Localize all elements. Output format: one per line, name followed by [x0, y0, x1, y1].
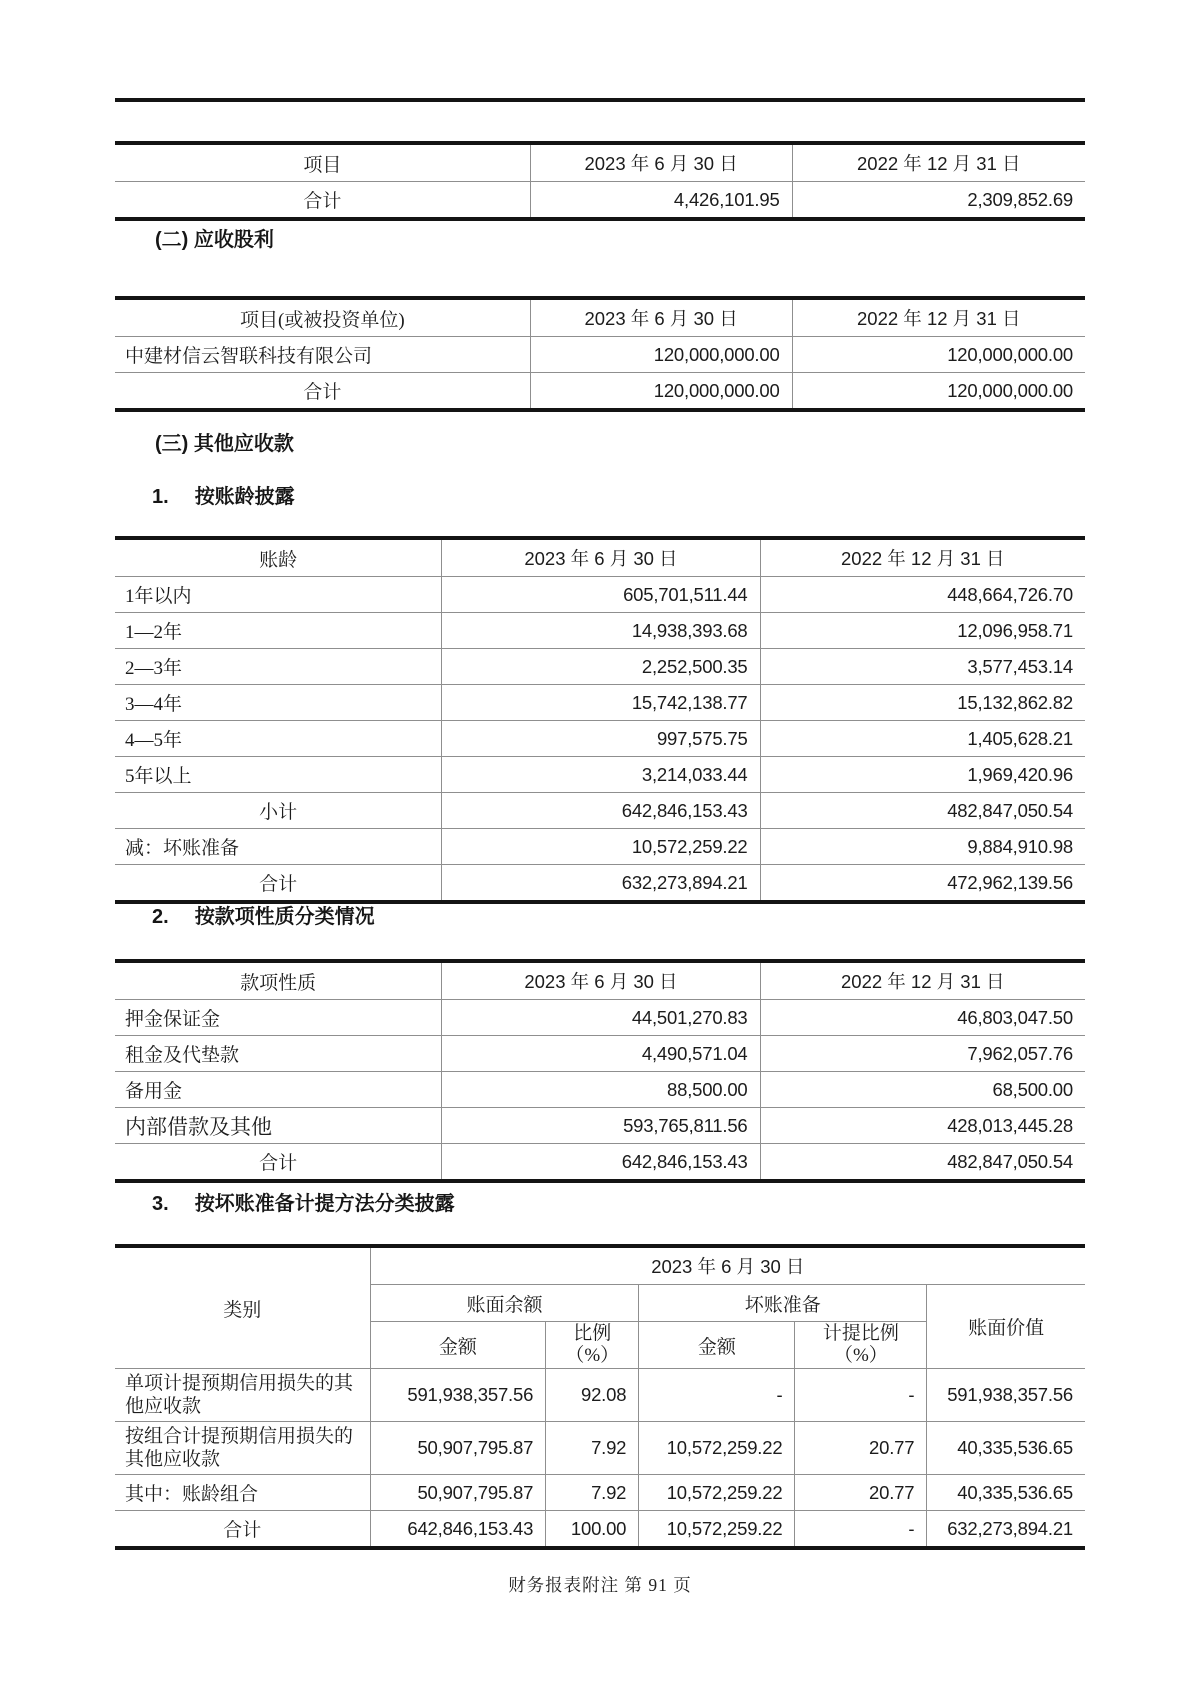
row-label: 5年以上	[115, 757, 442, 793]
value-2022: 15,132,862.82	[760, 685, 1085, 721]
subsection-number: 1.	[152, 486, 169, 508]
table-total-row	[115, 373, 1085, 411]
subsection-heading-nature	[115, 903, 1085, 931]
table-row	[115, 1369, 1085, 1422]
value-2023: 605,701,511.44	[442, 577, 760, 613]
value-2022: 46,803,047.50	[760, 1000, 1085, 1036]
table-total-row	[115, 1511, 1085, 1549]
value-2023: 632,273,894.21	[442, 865, 760, 903]
section-heading-text: (三) 其他应收款	[155, 433, 294, 455]
value-book-value: 632,273,894.21	[927, 1511, 1085, 1549]
value-bad-debt-amount: 10,572,259.22	[639, 1422, 795, 1475]
table-header-row	[115, 961, 1085, 1000]
table-row	[115, 1000, 1085, 1036]
table-row	[115, 1036, 1085, 1072]
row-label: 1年以内	[115, 577, 442, 613]
table-header-row-1	[115, 1246, 1085, 1285]
header-bad-debt-provision: 坏账准备	[639, 1285, 927, 1322]
subsection-title: 按账龄披露	[194, 486, 295, 508]
value-bad-debt-amount: 10,572,259.22	[639, 1475, 795, 1511]
value-2023: 997,575.75	[442, 721, 760, 757]
table-total-row	[115, 865, 1085, 903]
value-2022: 120,000,000.00	[792, 337, 1085, 373]
section-heading-dividends	[115, 226, 1085, 254]
value-2022: 472,962,139.56	[760, 865, 1085, 903]
value-2023: 14,938,393.68	[442, 613, 760, 649]
header-item: 项目	[303, 154, 342, 176]
value-2022: 68,500.00	[760, 1072, 1085, 1108]
subsection-heading-method	[115, 1190, 1085, 1218]
value-2022: 7,962,057.76	[760, 1036, 1085, 1072]
table-header-row	[115, 298, 1085, 337]
value-2023: 4,490,571.04	[442, 1036, 760, 1072]
header-item-or-investee: 项目(或被投资单位)	[240, 309, 405, 331]
header-date-2023: 2023 年 6 月 30 日	[442, 961, 760, 1000]
value-book-value: 591,938,357.56	[927, 1369, 1085, 1422]
page-footer: 财务报表附注 第 91 页	[508, 1575, 692, 1595]
value-2023: 642,846,153.43	[442, 1144, 760, 1182]
table-row	[115, 577, 1085, 613]
header-date-2023: 2023 年 6 月 30 日	[530, 143, 792, 182]
value-2022: 12,096,958.71	[760, 613, 1085, 649]
row-label: 按组合计提预期信用损失的其他应收款	[115, 1422, 370, 1475]
row-label: 4—5年	[115, 721, 442, 757]
value-2023: 88,500.00	[442, 1072, 760, 1108]
value-provision-ratio: 20.77	[795, 1475, 927, 1511]
header-amount: 金额	[370, 1322, 546, 1369]
section-heading-text: (二) 应收股利	[155, 229, 274, 251]
row-label: 小计	[115, 793, 442, 829]
row-label: 合计	[115, 865, 442, 903]
value-2023: 15,742,138.77	[442, 685, 760, 721]
value-2022: 1,405,628.21	[760, 721, 1085, 757]
header-date-2022: 2022 年 12 月 31 日	[760, 538, 1085, 577]
value-2022: 482,847,050.54	[760, 793, 1085, 829]
value-2023: 10,572,259.22	[442, 829, 760, 865]
header-ratio-line2: （%）	[565, 1345, 620, 1366]
header-book-value: 账面价值	[927, 1285, 1085, 1369]
row-label: 内部借款及其他	[115, 1108, 442, 1144]
table-row	[115, 613, 1085, 649]
value-2023: 3,214,033.44	[442, 757, 760, 793]
header-provision-ratio-line2: （%）	[833, 1345, 888, 1366]
value-amount: 50,907,795.87	[370, 1422, 546, 1475]
value-2023: 4,426,101.95	[530, 182, 792, 220]
subsection-title: 按坏账准备计提方法分类披露	[194, 1193, 455, 1215]
value-book-value: 40,335,536.65	[927, 1475, 1085, 1511]
value-2022: 1,969,420.96	[760, 757, 1085, 793]
row-label: 1—2年	[115, 613, 442, 649]
row-label: 合计	[115, 182, 530, 220]
table-row	[115, 337, 1085, 373]
row-label: 押金保证金	[115, 1000, 442, 1036]
table-bad-debt-method	[115, 1244, 1085, 1550]
table-row	[115, 721, 1085, 757]
table-row	[115, 1072, 1085, 1108]
header-book-balance: 账面余额	[370, 1285, 639, 1322]
table-continued-total-grid	[115, 141, 1085, 221]
row-label: 合计	[115, 1144, 442, 1182]
value-provision-ratio: 20.77	[795, 1422, 927, 1475]
table-row	[115, 1475, 1085, 1511]
value-2022: 120,000,000.00	[792, 373, 1085, 411]
value-bad-debt-amount: -	[639, 1369, 795, 1422]
table-header-row	[115, 143, 1085, 182]
value-2022: 482,847,050.54	[760, 1144, 1085, 1182]
value-2022: 428,013,445.28	[760, 1108, 1085, 1144]
row-label: 备用金	[115, 1072, 442, 1108]
table-dividends-receivable	[115, 296, 1085, 412]
row-label: 2—3年	[115, 649, 442, 685]
table-subtotal-row	[115, 793, 1085, 829]
table-row	[115, 757, 1085, 793]
table-row	[115, 182, 1085, 220]
value-amount: 591,938,357.56	[370, 1369, 546, 1422]
row-label: 减：坏账准备	[115, 829, 442, 865]
table-method-grid	[115, 1244, 1085, 1550]
row-label: 合计	[115, 1511, 370, 1549]
row-label: 合计	[115, 373, 530, 411]
page-header-rule	[115, 98, 1085, 102]
table-header-row	[115, 538, 1085, 577]
value-amount: 642,846,153.43	[370, 1511, 546, 1549]
header-aging: 账龄	[259, 549, 298, 571]
header-ratio	[546, 1322, 639, 1369]
header-date-2023: 2023 年 6 月 30 日	[442, 538, 760, 577]
value-2023: 120,000,000.00	[530, 337, 792, 373]
header-provision-ratio	[795, 1322, 927, 1369]
row-label: 其中：账龄组合	[115, 1475, 370, 1511]
value-ratio: 7.92	[546, 1475, 639, 1511]
value-2022: 9,884,910.98	[760, 829, 1085, 865]
value-2023: 120,000,000.00	[530, 373, 792, 411]
value-2022: 2,309,852.69	[792, 182, 1085, 220]
row-label: 租金及代垫款	[115, 1036, 442, 1072]
value-ratio: 92.08	[546, 1369, 639, 1422]
value-ratio: 100.00	[546, 1511, 639, 1549]
table-row	[115, 1422, 1085, 1475]
table-dividends-grid	[115, 296, 1085, 412]
header-date-2022: 2022 年 12 月 31 日	[792, 143, 1085, 182]
subsection-title: 按款项性质分类情况	[194, 906, 375, 928]
header-date-2022: 2022 年 12 月 31 日	[792, 298, 1085, 337]
table-row	[115, 829, 1085, 865]
table-nature-grid	[115, 959, 1085, 1183]
value-2022: 448,664,726.70	[760, 577, 1085, 613]
table-nature-classification	[115, 959, 1085, 1183]
value-bad-debt-amount: 10,572,259.22	[639, 1511, 795, 1549]
value-ratio: 7.92	[546, 1422, 639, 1475]
header-date-2023: 2023 年 6 月 30 日	[370, 1246, 1085, 1285]
row-label: 单项计提预期信用损失的其他应收款	[115, 1369, 370, 1422]
table-aging-grid	[115, 536, 1085, 904]
header-ratio-line1: 比例	[573, 1323, 612, 1344]
value-2023: 2,252,500.35	[442, 649, 760, 685]
table-aging-disclosure	[115, 536, 1085, 904]
value-provision-ratio: -	[795, 1511, 927, 1549]
subsection-number: 2.	[152, 906, 169, 928]
header-provision-amount: 金额	[639, 1322, 795, 1369]
header-nature: 款项性质	[240, 972, 317, 994]
table-row	[115, 649, 1085, 685]
value-2022: 3,577,453.14	[760, 649, 1085, 685]
subsection-number: 3.	[152, 1193, 169, 1215]
value-2023: 593,765,811.56	[442, 1108, 760, 1144]
value-provision-ratio: -	[795, 1369, 927, 1422]
header-provision-ratio-line1: 计提比例	[822, 1323, 899, 1344]
value-2023: 44,501,270.83	[442, 1000, 760, 1036]
table-total-row	[115, 1144, 1085, 1182]
table-row	[115, 1108, 1085, 1144]
section-heading-other-receivables	[115, 430, 1085, 458]
value-book-value: 40,335,536.65	[927, 1422, 1085, 1475]
header-date-2022: 2022 年 12 月 31 日	[760, 961, 1085, 1000]
header-category: 类别	[223, 1299, 262, 1321]
subsection-heading-aging	[115, 483, 1085, 511]
value-amount: 50,907,795.87	[370, 1475, 546, 1511]
header-date-2023: 2023 年 6 月 30 日	[530, 298, 792, 337]
table-row	[115, 685, 1085, 721]
value-2023: 642,846,153.43	[442, 793, 760, 829]
row-label: 中建材信云智联科技有限公司	[115, 337, 530, 373]
row-label: 3—4年	[115, 685, 442, 721]
table-continued-total	[115, 141, 1085, 221]
